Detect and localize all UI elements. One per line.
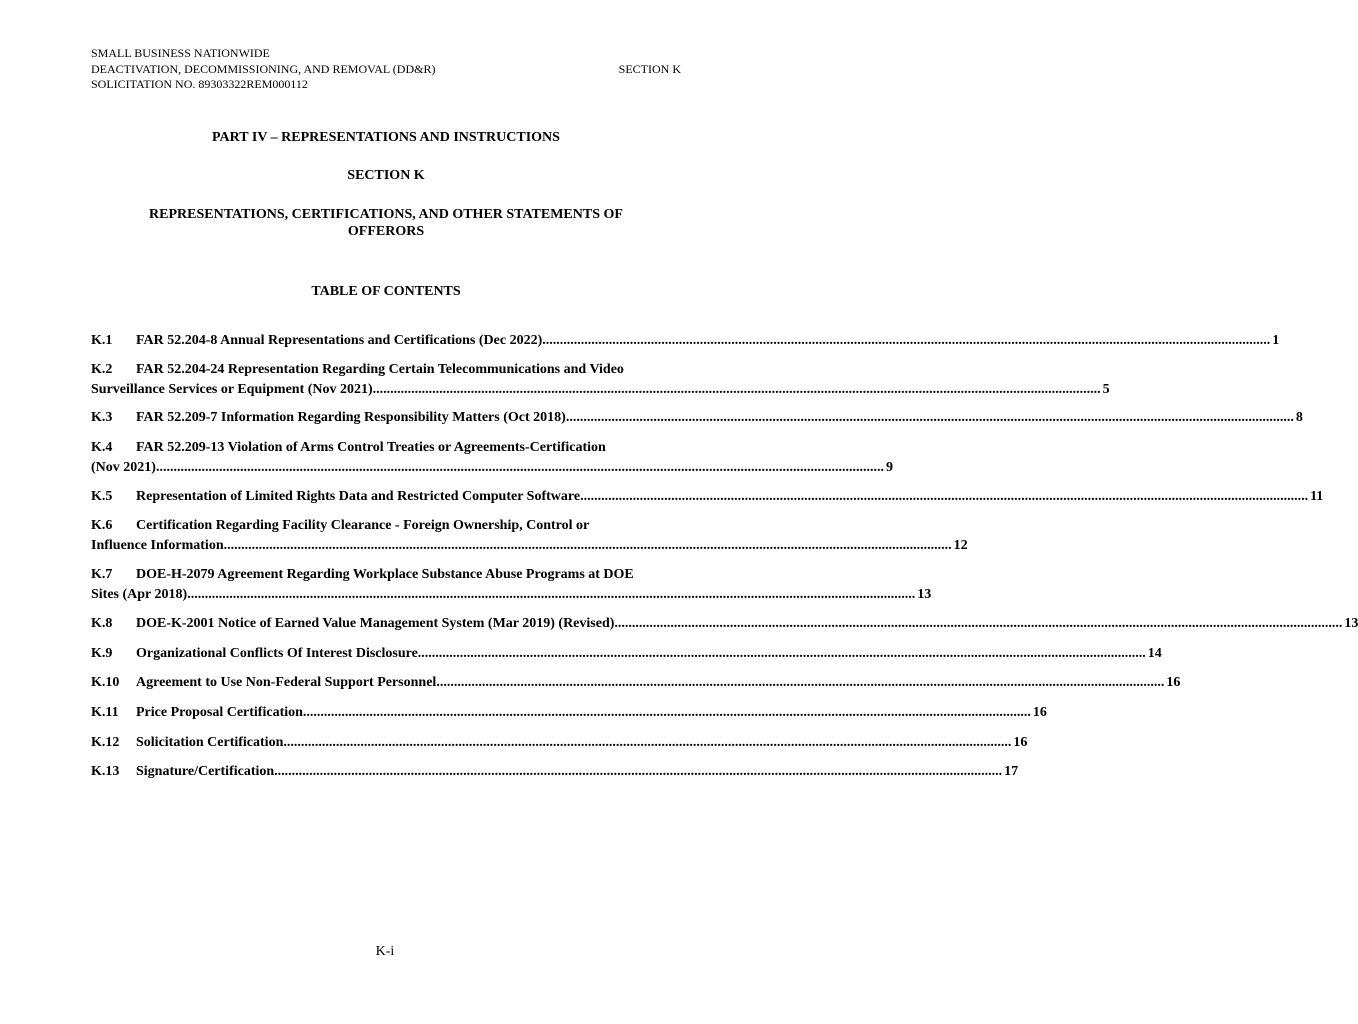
toc-text: Solicitation Certification bbox=[136, 735, 284, 750]
toc-text: DOE-K-2001 Notice of Earned Value Management System (Mar 2019) (Revised) bbox=[136, 616, 615, 631]
toc-leader bbox=[224, 536, 952, 556]
main-title bbox=[91, 206, 681, 240]
toc-page: 11 bbox=[1310, 489, 1324, 504]
toc-page: 14 bbox=[1147, 646, 1162, 661]
toc-text-continued: Influence Information bbox=[91, 538, 224, 553]
toc-leader bbox=[274, 762, 1002, 782]
toc-number: K.6 bbox=[91, 518, 113, 533]
toc-page: 13 bbox=[917, 587, 932, 602]
toc-entry-k1[interactable] bbox=[91, 331, 1280, 351]
toc-leader bbox=[542, 331, 1270, 351]
header-section-label: SECTION K bbox=[618, 61, 681, 76]
toc-number: K.2 bbox=[91, 362, 113, 377]
toc-entry-k8[interactable] bbox=[91, 614, 1358, 634]
toc-entry-k7[interactable] bbox=[91, 565, 932, 605]
toc-number: K.9 bbox=[91, 646, 113, 661]
toc-number: K.12 bbox=[91, 735, 120, 750]
toc-leader bbox=[436, 673, 1164, 693]
toc-page: 8 bbox=[1295, 410, 1303, 425]
main-title-line-1: REPRESENTATIONS, CERTIFICATIONS, AND OTHER STATEMENTS OF bbox=[149, 207, 623, 222]
toc-page: 16 bbox=[1032, 705, 1047, 720]
toc-leader bbox=[156, 458, 884, 478]
toc-leader bbox=[566, 408, 1294, 428]
toc-number: K.7 bbox=[91, 567, 113, 582]
toc-text: FAR 52.204-24 Representation Regarding Certain Telecommunications and Video bbox=[136, 362, 624, 377]
toc-entry-k13[interactable] bbox=[91, 762, 1019, 782]
toc-text: Price Proposal Certification bbox=[136, 705, 303, 720]
toc-leader bbox=[418, 644, 1146, 664]
toc-page: 9 bbox=[885, 460, 893, 475]
toc-page: 12 bbox=[953, 538, 968, 553]
toc-entry-k2[interactable] bbox=[91, 360, 1110, 400]
main-title-line-2: OFFERORS bbox=[347, 224, 425, 239]
toc-text: FAR 52.209-13 Violation of Arms Control Treaties or Agreements-Certification bbox=[136, 440, 606, 455]
toc-entry-k11[interactable] bbox=[91, 703, 1047, 723]
toc-number: K.5 bbox=[91, 489, 113, 504]
toc-page: 5 bbox=[1102, 382, 1110, 397]
toc-leader bbox=[373, 380, 1101, 400]
toc-leader bbox=[614, 614, 1342, 634]
toc-number: K.13 bbox=[91, 764, 120, 779]
toc-text: Organizational Conflicts Of Interest Disclosure bbox=[136, 646, 418, 661]
header-line-3: SOLICITATION NO. 89303322REM000112 bbox=[91, 77, 308, 91]
toc-text: Certification Regarding Facility Clearance - Foreign Ownership, Control or bbox=[136, 518, 590, 533]
toc-entry-k3[interactable] bbox=[91, 408, 1303, 428]
toc-entry-k5[interactable] bbox=[91, 487, 1324, 507]
toc-page: 13 bbox=[1344, 616, 1358, 631]
toc-leader bbox=[580, 487, 1308, 507]
page-number: K-i bbox=[375, 944, 395, 959]
toc-page: 17 bbox=[1004, 764, 1019, 779]
toc-number: K.10 bbox=[91, 675, 120, 690]
header-line-2: DEACTIVATION, DECOMMISSIONING, AND REMOVAL (DD&R) bbox=[91, 61, 436, 76]
toc-entry-k9[interactable] bbox=[91, 644, 1162, 664]
toc-entry-k4[interactable] bbox=[91, 438, 893, 478]
toc-text: FAR 52.209-7 Information Regarding Responsibility Matters (Oct 2018) bbox=[136, 410, 566, 425]
toc-leader bbox=[283, 733, 1011, 753]
toc-number: K.3 bbox=[91, 410, 113, 425]
part-title: PART IV – REPRESENTATIONS AND INSTRUCTIONS bbox=[212, 130, 560, 145]
toc-title: TABLE OF CONTENTS bbox=[311, 284, 461, 299]
toc-page: 16 bbox=[1013, 735, 1028, 750]
toc-number: K.1 bbox=[91, 333, 113, 348]
toc-page: 1 bbox=[1272, 333, 1280, 348]
toc-text-continued: Sites (Apr 2018) bbox=[91, 587, 188, 602]
toc-text: Representation of Limited Rights Data and Restricted Computer Software bbox=[136, 489, 581, 504]
toc-page: 16 bbox=[1166, 675, 1181, 690]
toc-text: FAR 52.204-8 Annual Representations and Certifications (Dec 2022) bbox=[136, 333, 543, 348]
toc-text: Signature/Certification bbox=[136, 764, 275, 779]
toc-leader bbox=[187, 585, 915, 605]
toc-text: Agreement to Use Non-Federal Support Personnel bbox=[136, 675, 437, 690]
toc-number: K.4 bbox=[91, 440, 113, 455]
document-header bbox=[91, 46, 681, 93]
toc-text-continued: (Nov 2021) bbox=[91, 460, 156, 475]
section-title: SECTION K bbox=[347, 168, 425, 183]
toc-number: K.8 bbox=[91, 616, 113, 631]
toc-entry-k10[interactable] bbox=[91, 673, 1181, 693]
toc-text-continued: Surveillance Services or Equipment (Nov 2021) bbox=[91, 382, 373, 397]
header-line-1: SMALL BUSINESS NATIONWIDE bbox=[91, 46, 270, 60]
toc-text: DOE-H-2079 Agreement Regarding Workplace Substance Abuse Programs at DOE bbox=[136, 567, 634, 582]
toc-leader bbox=[303, 703, 1031, 723]
toc-entry-k12[interactable] bbox=[91, 733, 1028, 753]
toc-number: K.11 bbox=[91, 705, 119, 720]
toc-entry-k6[interactable] bbox=[91, 516, 968, 556]
